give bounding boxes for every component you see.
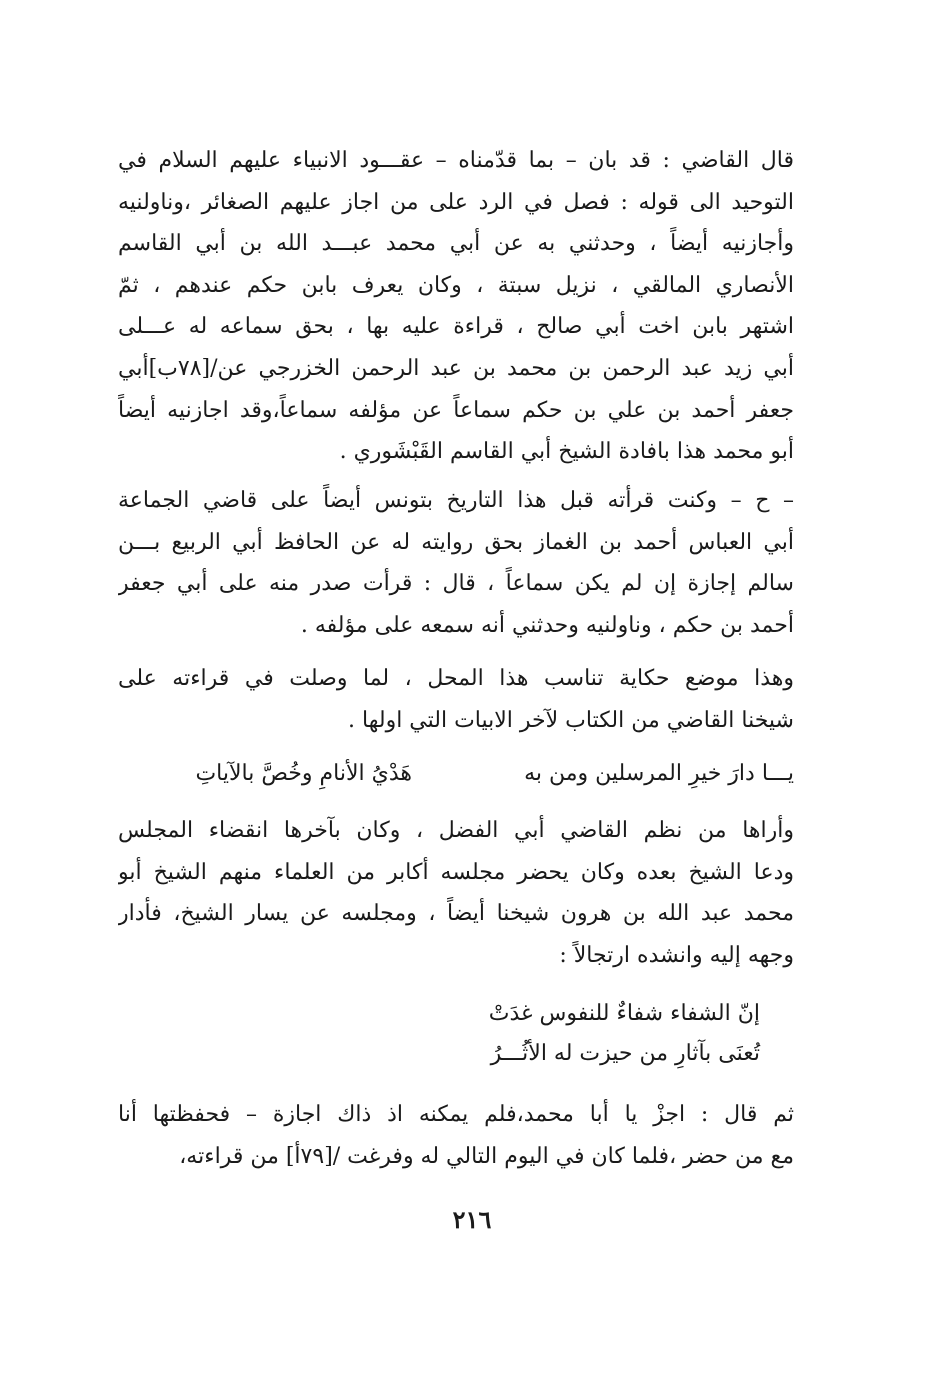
- text-line: ودعا الشيخ بعده وكان يحضر مجلسه أكابر من العلماء منهم الشيخ أبو: [118, 859, 794, 885]
- text-line: قال القاضي : قد بان – بما قدّمناه – عقـــود الانبياء عليهم السلام في: [118, 148, 794, 173]
- paragraph-4: [118, 810, 794, 976]
- text-line: – ح – وكنت قرأته قبل هذا التاريخ بتونس أيضاً على قاضي الجماعة: [118, 488, 794, 513]
- paragraph-5: [118, 1094, 794, 1177]
- paragraph-3: [118, 658, 794, 741]
- verse-couplet-1: [118, 754, 794, 794]
- text-line: الأنصاري المالقي ، نزيل سبتة ، وكان يعرف بابن حكم عندهم ، ثمّ: [118, 272, 794, 298]
- verse-line-first: إنّ الشفاء شفاءٌ للنفوس غدَتْ: [488, 1001, 760, 1026]
- text-line: أحمد بن حكم ، وناولنيه وحدثني أنه سمعه على مؤلفه .: [300, 612, 794, 638]
- text-line: وجهه إليه وانشده ارتجالاً :: [559, 942, 794, 968]
- text-line: التوحيد الى قوله : فصل في الرد على من اجاز عليهم الصغائر ،وناولنيه: [118, 189, 794, 215]
- verse-couplet-2: [140, 994, 760, 1074]
- verse-line-second: تُعنَى بآثارِ من حيزت له الأثُـــرُ: [490, 1041, 760, 1066]
- text-line: سالم إجازة إن لم يكن سماعاً ، قال : قرأت صدر منه على أبي جعفر: [118, 571, 794, 597]
- text-line: أبي زيد عبد الرحمن بن محمد بن عبد الرحمن الخزرجي عن/[٧٨ب]أبي: [118, 355, 794, 381]
- text-line: أبو محمد هذا بافادة الشيخ أبي القاسم القَبْشَوري .: [339, 439, 794, 465]
- text-line: ثم قال : اجزْ يا أبا محمد،فلم يمكنه اذ ذاك اجازة – فحفظتها أنا: [118, 1102, 794, 1127]
- text-line: وأجازنيه أيضاً ، وحدثني به عن أبي محمد عبـــد الله بن أبي القاسم: [118, 231, 794, 257]
- text-line: مع من حضر ،فلما كان في اليوم التالي له وفرغت /[٧٩أ] من قراءته،: [179, 1143, 794, 1169]
- text-line: اشتهر بابن اخت أبي صالح ، قراءة عليه بها ، بحق سماعه له عـــلى: [118, 314, 794, 340]
- text-line: جعفر أحمد بن علي بن حكم سماعاً عن مؤلفه سماعاً،وقد اجازنيه أيضاً: [118, 397, 794, 423]
- text-line: محمد عبد الله بن هرون شيخنا أيضاً ، ومجلسه عن يسار الشيخ، فأدار: [118, 901, 794, 927]
- text-line: شيخنا القاضي من الكتاب لآخر الابيات التي اولها .: [348, 707, 794, 733]
- text-line: وأراها من نظم القاضي أبي الفضل ، وكان بآخرها انقضاء المجلس: [118, 818, 794, 843]
- text-line: أبي العباس أحمد بن الغماز بحق روايته له عن الحافظ أبي الربيع بـــن: [118, 529, 794, 555]
- page-number: ٢١٦: [452, 1205, 492, 1234]
- text-line: وهذا موضع حكاية تناسب هذا المحل ، لما وصلت في قراءته على: [118, 666, 794, 691]
- verse-hemistich-second: هَدْيُ الأنامِ وخُصَّ بالآياتِ: [195, 761, 412, 786]
- paragraph-1: [118, 140, 794, 473]
- verse-hemistich-first: يـــا دارَ خيرِ المرسلين ومن به: [524, 761, 794, 786]
- paragraph-2: [118, 480, 794, 646]
